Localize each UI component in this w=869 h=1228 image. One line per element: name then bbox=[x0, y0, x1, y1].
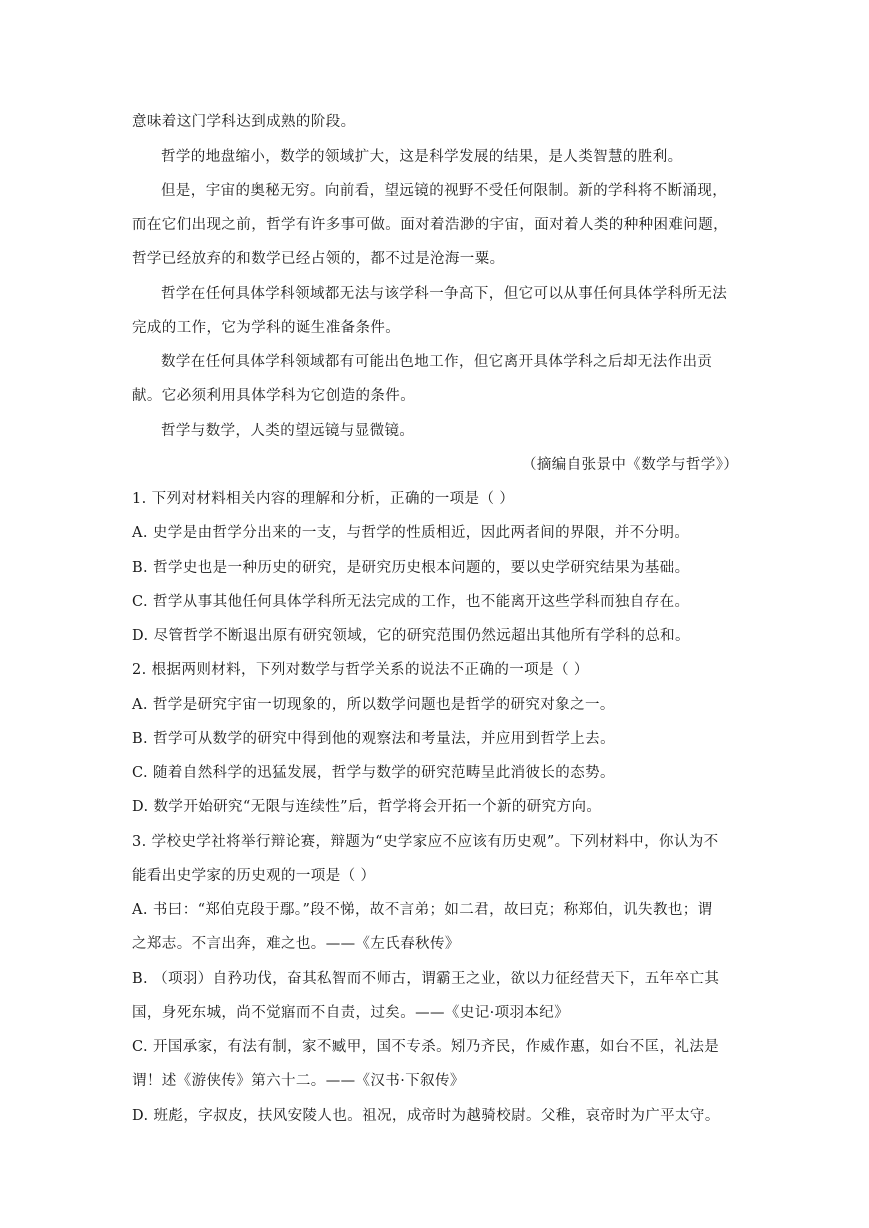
question-2-stem: 2. 根据两则材料，下列对数学与哲学关系的说法不正确的一项是（ ） bbox=[132, 662, 589, 678]
question-3-option-a: A. 书曰：“郑伯克段于鄢。”段不悌，故不言弟；如二君，故曰克；称郑伯，讥失教也；谓 bbox=[132, 902, 713, 918]
passage-line: 哲学已经放弃的和数学已经占领的，都不过是沧海一粟。 bbox=[132, 251, 505, 267]
question-2-option-d: D. 数学开始研究“无限与连续性”后，哲学将会开拓一个新的研究方向。 bbox=[132, 799, 602, 815]
passage-paragraph: 数学在任何具体学科领域都有可能出色地工作，但它离开具体学科之后却无法作出贡 bbox=[161, 354, 713, 370]
question-3-option-a-continued: 之郑志。不言出奔，难之也。——《左氏春秋传》 bbox=[132, 936, 460, 952]
question-1-option-d: D. 尽管哲学不断退出原有研究领域，它的研究范围仍然远超出其他所有学科的总和。 bbox=[132, 628, 690, 644]
question-3-option-d: D. 班彪，字叔皮，扶风安陵人也。祖况，成帝时为越骑校尉。父稚，哀帝时为广平太守。 bbox=[132, 1108, 720, 1124]
question-3-option-c: C. 开国承家，有法有制，家不臧甲，国不专杀。矧乃齐民，作威作惠，如台不匡，礼法是 bbox=[132, 1039, 720, 1055]
question-1-option-b: B. 哲学史也是一种历史的研究，是研究历史根本问题的，要以史学研究结果为基础。 bbox=[132, 560, 690, 576]
question-3-option-b-continued: 国，身死东城，尚不觉寤而不自责，过矣。——《史记·项羽本纪》 bbox=[132, 1005, 570, 1021]
question-1-option-c: C. 哲学从事其他任何具体学科所无法完成的工作，也不能离开这些学科而独自存在。 bbox=[132, 594, 690, 610]
passage-paragraph: 但是，宇宙的奥秘无穷。向前看，望远镜的视野不受任何限制。新的学科将不断涌现， bbox=[161, 183, 728, 199]
question-2-option-b: B. 哲学可从数学的研究中得到他的观察法和考量法，并应用到哲学上去。 bbox=[132, 731, 615, 747]
question-2-option-c: C. 随着自然科学的迅猛发展，哲学与数学的研究范畴呈此消彼长的态势。 bbox=[132, 765, 615, 781]
question-3-stem-continued: 能看出史学家的历史观的一项是（ ） bbox=[132, 868, 376, 884]
question-1-stem: 1. 下列对材料相关内容的理解和分析，正确的一项是（ ） bbox=[132, 491, 515, 507]
question-3-option-b: B. （项羽）自矜功伐，奋其私智而不师古，谓霸王之业，欲以力征经营天下，五年卒亡其 bbox=[132, 971, 720, 987]
passage-paragraph: 哲学的地盘缩小，数学的领域扩大，这是科学发展的结果，是人类智慧的胜利。 bbox=[161, 149, 683, 165]
question-2-option-a: A. 哲学是研究宇宙一切现象的，所以数学问题也是哲学的研究对象之一。 bbox=[132, 697, 615, 713]
passage-source: （摘编自张景中《数学与哲学》） bbox=[522, 457, 739, 473]
question-1-option-a: A. 史学是由哲学分出来的一支，与哲学的性质相近，因此两者间的界限，并不分明。 bbox=[132, 525, 690, 541]
question-3-stem: 3. 学校史学社将举行辩论赛，辩题为“史学家应不应该有历史观”。下列材料中，你认为不 bbox=[132, 834, 719, 850]
passage-line: 意味着这门学科达到成熟的阶段。 bbox=[132, 114, 356, 130]
passage-line: 献。它必须利用具体学科为它创造的条件。 bbox=[132, 388, 416, 404]
passage-line: 完成的工作，它为学科的诞生准备条件。 bbox=[132, 320, 401, 336]
passage-paragraph: 哲学在任何具体学科领域都无法与该学科一争高下，但它可以从事任何具体学科所无法 bbox=[161, 286, 728, 302]
passage-line: 而在它们出现之前，哲学有许多事可做。面对着浩渺的宇宙，面对着人类的种种困难问题， bbox=[132, 217, 728, 233]
passage-paragraph: 哲学与数学，人类的望远镜与显微镜。 bbox=[161, 423, 415, 439]
question-3-option-c-continued: 谓！述《游侠传》第六十二。——《汉书·下叙传》 bbox=[132, 1073, 465, 1089]
